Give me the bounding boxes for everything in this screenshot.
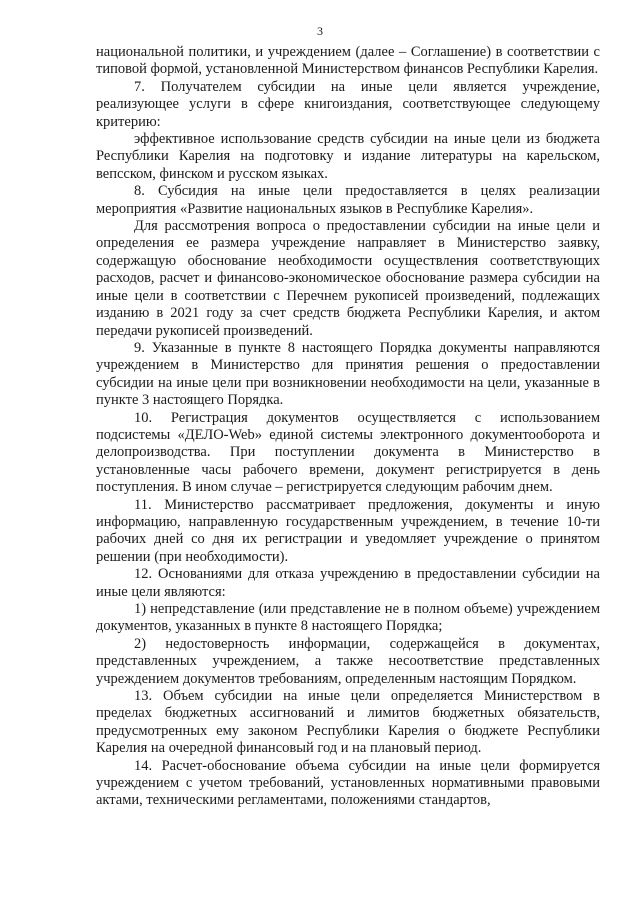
paragraph-application: Для рассмотрения вопроса о предоставлении субсидии на иные цели и определения ее размера учреждение направляет в Министерство заявку, содержащую обоснование необходимости осуществления соответствующих расходов, расчет и финансово-экономическое обоснование размера субсидии на иные цели в соответствии с Перечнем рукописей произведений, подлежащих изданию в 2021 году за счет средств бюджета Республики Карелия, и актом передачи рукописей произведений. (96, 218, 600, 339)
paragraph-criterion: эффективное использование средств субсидии на иные цели из бюджета Республики Карелия на подготовку и издание литературы на карельском, вепсском, финском и русском языках. (96, 131, 600, 182)
page-number: 3 (317, 24, 323, 38)
paragraph-item-10: 10. Регистрация документов осуществляется с использованием подсистемы «ДЕЛО-Web» единой системы электронного документооборота и делопроизводства. При поступлении документа в Министерство в установленные часы рабочего времени, документ регистрируется в день поступления. В ином случае – регистрируется следующим рабочим днем. (96, 409, 600, 496)
paragraph-item-7: 7. Получателем субсидии на иные цели является учреждение, реализующее услуги в сфере книгоиздания, соответствующее следующему критерию: (96, 78, 600, 130)
paragraph-item-14: 14. Расчет-обоснование объема субсидии на иные цели формируется учреждением с учетом требований, установленных нормативными правовыми актами, техническими регламентами, положениями стандартов, (96, 757, 600, 809)
document-body (96, 44, 600, 810)
paragraph-item-12-sub-1: 1) непредставление (или представление не в полном объеме) учреждением документов, указанных в пункте 8 настоящего Порядка; (96, 601, 600, 635)
paragraph-item-12: 12. Основаниями для отказа учреждению в предоставлении субсидии на иные цели являются: (96, 566, 600, 600)
paragraph-item-12-sub-2: 2) недостоверность информации, содержащейся в документах, представленных учреждением, а также несоответствие представленных учреждением документов требованиям, определенным настоящим Порядком. (96, 635, 600, 687)
paragraph-item-13: 13. Объем субсидии на иные цели определяется Министерством в пределах бюджетных ассигнований и лимитов бюджетных обязательств, предусмотренных ему законом Республики Карелия о бюджете Республики Карелия на очередной финансовый год и на плановый период. (96, 688, 600, 757)
paragraph-item-9: 9. Указанные в пункте 8 настоящего Порядка документы направляются учреждением в Министерство для принятия решения о предоставлении субсидии на иные цели при возникновении необходимости на цели, указанные в пункте 3 настоящего Порядка. (96, 339, 600, 409)
paragraph-item-8: 8. Субсидия на иные цели предоставляется в целях реализации мероприятия «Развитие национальных языков в Республике Карелия». (96, 183, 600, 217)
paragraph-continuation: национальной политики, и учреждением (далее – Соглашение) в соответствии с типовой формой, установленной Министерством финансов Республики Карелия. (96, 44, 600, 78)
paragraph-item-11: 11. Министерство рассматривает предложения, документы и иную информацию, направленную государственным учреждением, в течение 10-ти рабочих дней со дня их регистрации и уведомляет учреждение о принятом решении (при необходимости). (96, 496, 600, 565)
